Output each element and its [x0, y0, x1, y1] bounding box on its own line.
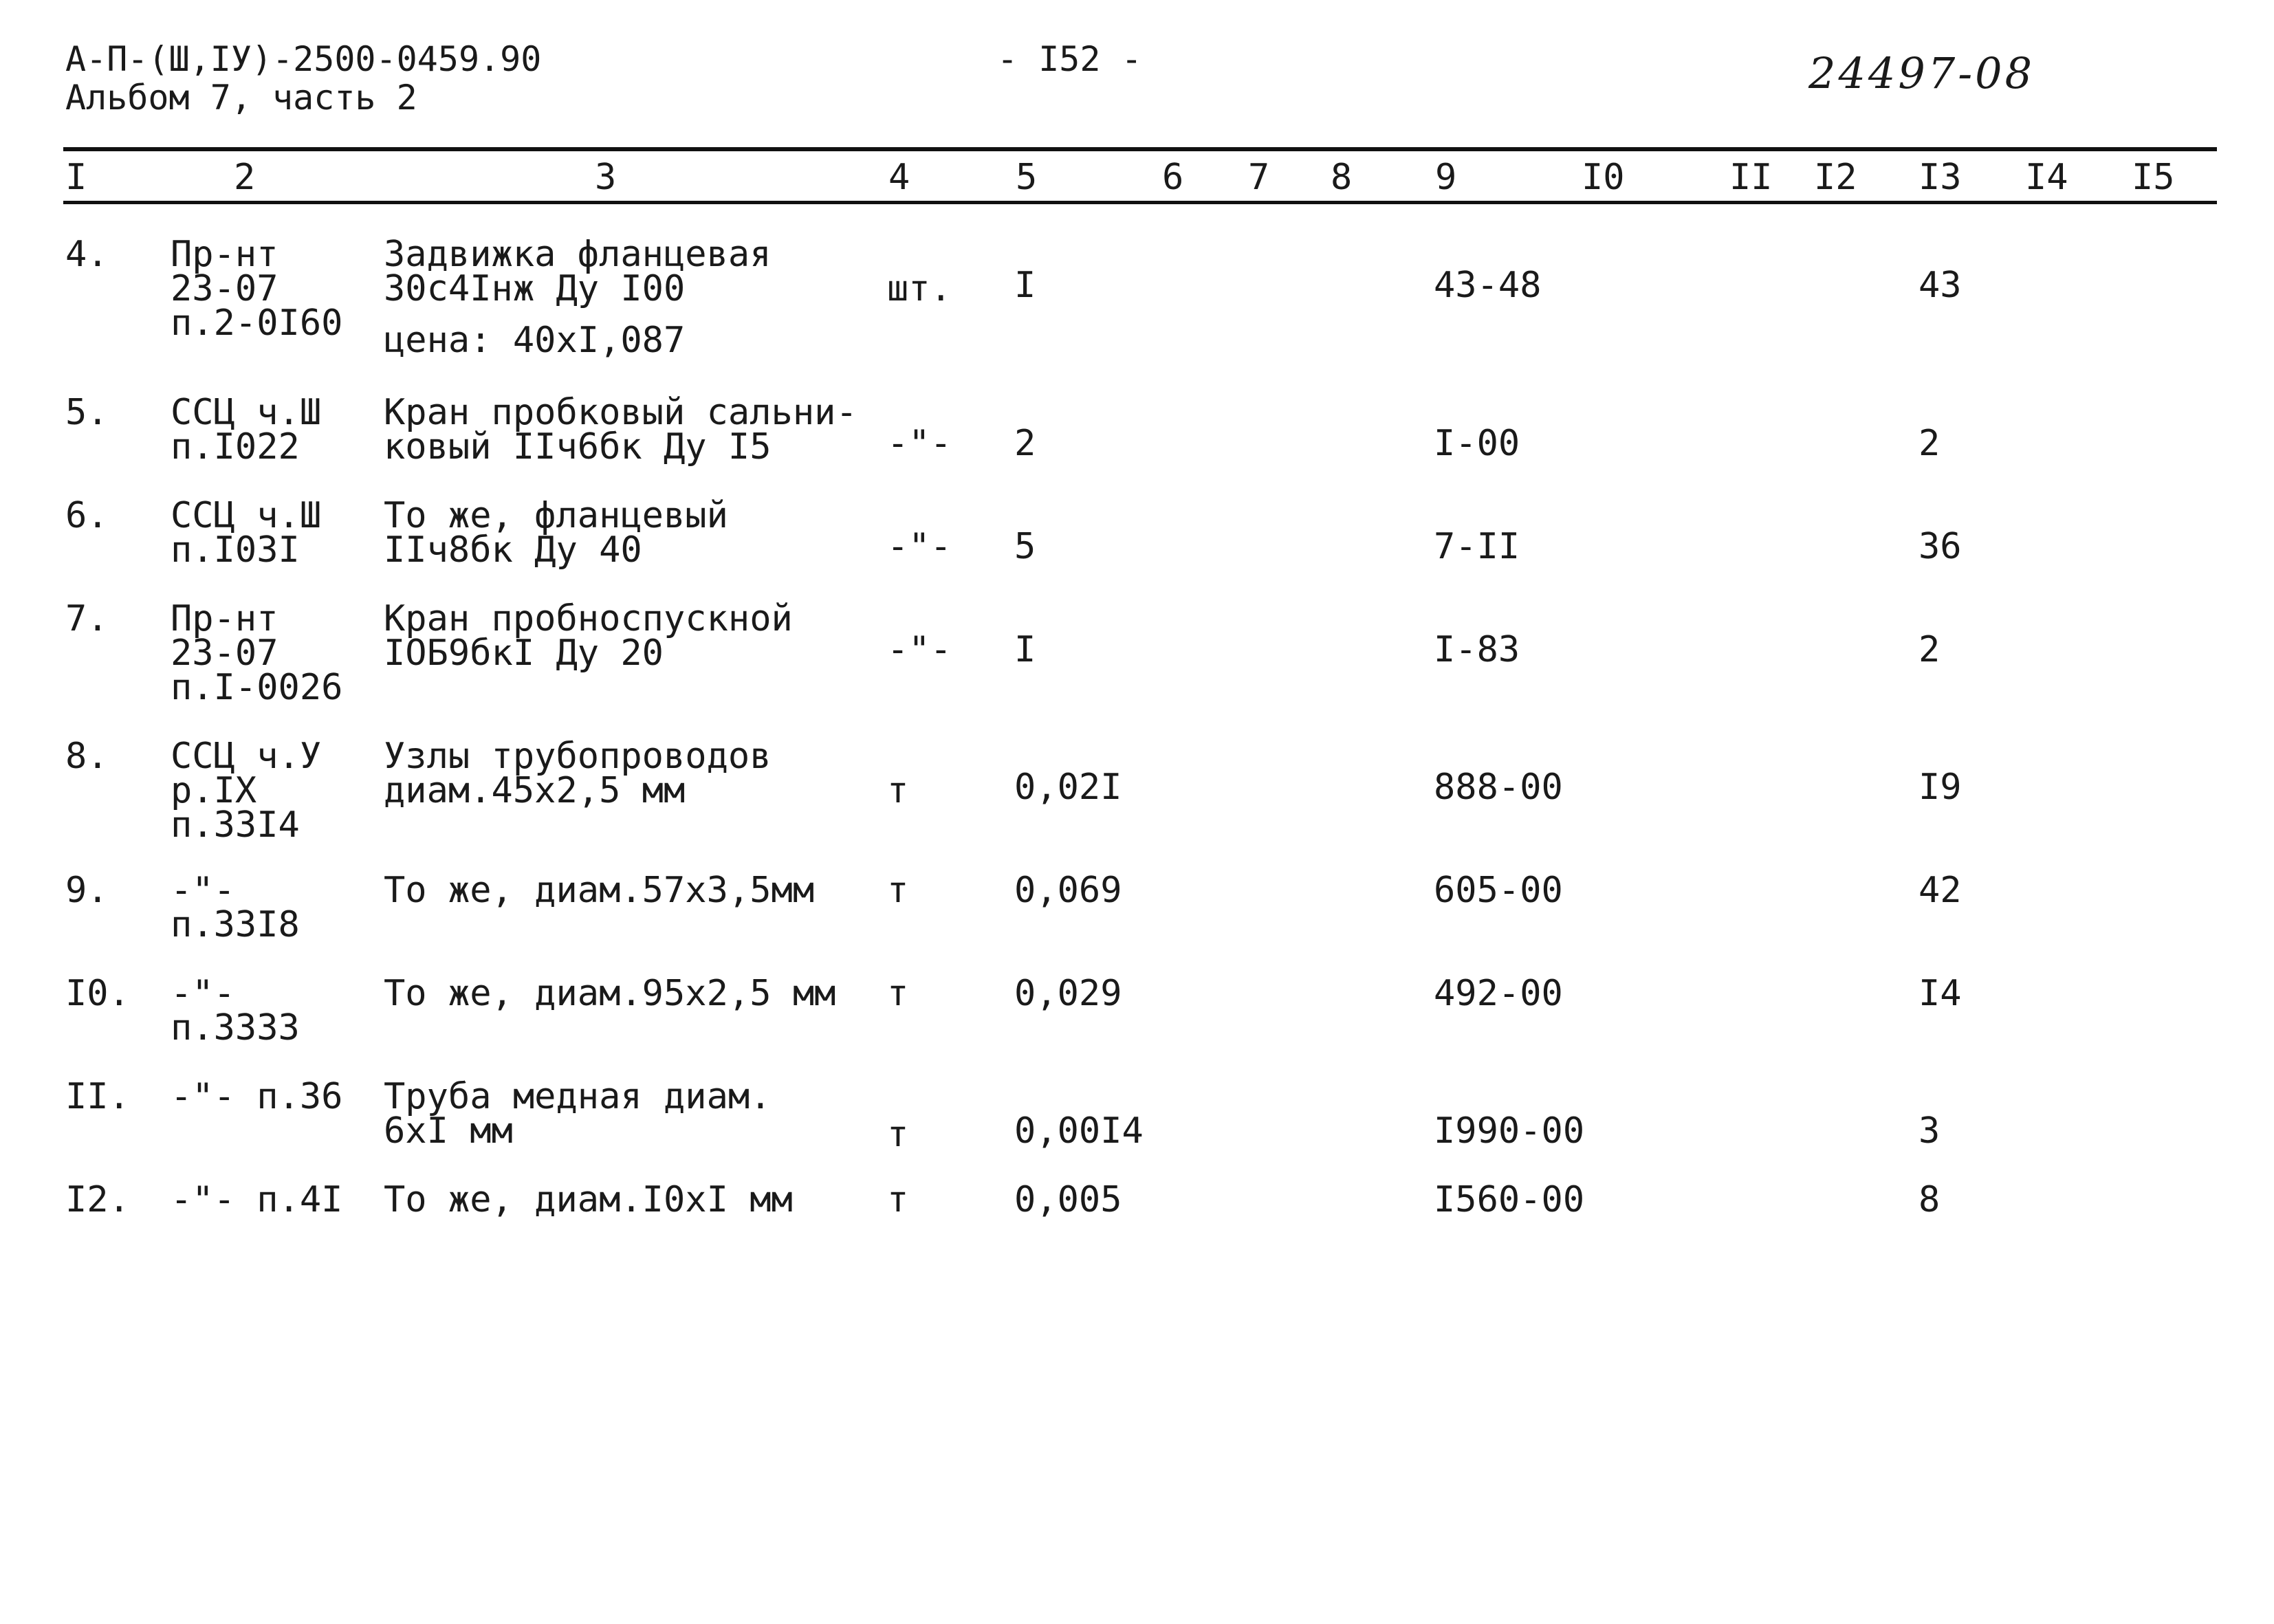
source-line: п.3333: [171, 1007, 300, 1049]
item-name-line: Задвижка фланцевая: [384, 234, 772, 275]
column-number: I0: [1582, 157, 1625, 198]
source-line: ССЦ ч.Ш: [171, 392, 322, 433]
item-name-line: Кран пробноспускной: [384, 598, 793, 639]
column-number: 5: [1016, 157, 1038, 198]
item-name-line: Кран пробковый сальни-: [384, 392, 857, 433]
column-number: I3: [1918, 157, 1962, 198]
item-name-line: ковый IIч6бк Ду I5: [384, 426, 772, 468]
total: 36: [1918, 526, 1962, 567]
unit: шт.: [887, 268, 952, 309]
row-number: 8.: [65, 736, 109, 777]
source-reference: [171, 234, 343, 344]
unit-price: I-00: [1434, 423, 1520, 464]
source-line: ССЦ ч.У: [171, 736, 322, 777]
source-reference: [171, 870, 300, 945]
item-name-line: IОБ9бкI Ду 20: [384, 633, 664, 674]
document-code-line-1: А-П-(Ш,IУ)-2500-0459.90: [65, 39, 542, 79]
source-reference: [171, 1076, 343, 1117]
source-line: п.I03I: [171, 529, 300, 571]
quantity: I: [1014, 629, 1036, 670]
source-reference: [171, 392, 322, 468]
column-number: I4: [2025, 157, 2068, 198]
unit-price: I-83: [1434, 629, 1520, 670]
source-reference: [171, 1179, 343, 1220]
source-reference: [171, 598, 343, 708]
source-line: -"-: [171, 973, 235, 1014]
quantity: 0,00I4: [1014, 1110, 1144, 1152]
unit: т: [887, 973, 909, 1014]
total: I4: [1918, 973, 1962, 1014]
total: 3: [1918, 1110, 1940, 1152]
column-number: I5: [2132, 157, 2175, 198]
unit: -"-: [887, 423, 952, 464]
source-line: р.IХ: [171, 770, 257, 811]
handwritten-number: 24497-08: [1808, 48, 2035, 98]
total: 2: [1918, 629, 1940, 670]
item-name-line: То же, диам.95х2,5 мм: [384, 973, 836, 1014]
unit-price: I560-00: [1434, 1179, 1585, 1220]
unit-price: 888-00: [1434, 767, 1563, 808]
unit: т: [887, 770, 909, 811]
quantity: 2: [1014, 423, 1036, 464]
unit-price: 605-00: [1434, 870, 1563, 911]
unit-price: 43-48: [1434, 265, 1542, 306]
item-name-line: То же, фланцевый: [384, 495, 728, 536]
item-name-line: Узлы трубопроводов: [384, 736, 772, 777]
row-number: 9.: [65, 870, 109, 911]
unit: т: [887, 870, 909, 911]
quantity: 0,069: [1014, 870, 1122, 911]
item-name: [384, 392, 857, 468]
item-name: [384, 495, 728, 571]
item-name: [384, 598, 793, 674]
row-number: 6.: [65, 495, 109, 536]
quantity: 0,005: [1014, 1179, 1122, 1220]
unit-price: I990-00: [1434, 1110, 1585, 1152]
column-number: II: [1729, 157, 1773, 198]
source-line: п.I022: [171, 426, 300, 468]
quantity: 5: [1014, 526, 1036, 567]
table-top-rule: [63, 147, 2217, 151]
row-number: II.: [65, 1076, 130, 1117]
total: 2: [1918, 423, 1940, 464]
item-name: [384, 1076, 772, 1152]
source-reference: [171, 495, 322, 571]
unit: -"-: [887, 526, 952, 567]
column-number: I: [65, 157, 87, 198]
row-number: 4.: [65, 234, 109, 275]
source-reference: [171, 973, 300, 1049]
total: I9: [1918, 767, 1962, 808]
quantity: I: [1014, 265, 1036, 306]
document-code: [65, 40, 541, 117]
item-name-line: То же, диам.57х3,5мм: [384, 870, 815, 911]
source-line: Пр-нт: [171, 598, 278, 639]
item-name: [384, 234, 772, 361]
unit-price: 7-II: [1434, 526, 1520, 567]
item-name-line: 6хI мм: [384, 1110, 513, 1152]
source-line: п.2-0I60: [171, 303, 343, 344]
unit-price: 492-00: [1434, 973, 1563, 1014]
total: 8: [1918, 1179, 1940, 1220]
quantity: 0,02I: [1014, 767, 1122, 808]
source-reference: [171, 736, 322, 846]
column-number: I2: [1814, 157, 1857, 198]
item-name-line: диам.45х2,5 мм: [384, 770, 686, 811]
item-name-line: IIч8бк Ду 40: [384, 529, 642, 571]
column-number: 7: [1248, 157, 1270, 198]
column-number: 6: [1162, 157, 1184, 198]
item-name: [384, 1179, 793, 1220]
row-number: I0.: [65, 973, 130, 1014]
item-name: [384, 973, 836, 1014]
source-line: -"- п.36: [171, 1076, 343, 1117]
item-name-line: Труба медная диам.: [384, 1076, 772, 1117]
source-line: Пр-нт: [171, 234, 278, 275]
row-number: 7.: [65, 598, 109, 639]
column-number: 4: [888, 157, 910, 198]
item-name-line: цена: 40хI,087: [384, 320, 686, 361]
document-code-line-2: Альбом 7, часть 2: [65, 78, 417, 118]
column-number: 9: [1435, 157, 1457, 198]
source-line: п.I-0026: [171, 667, 343, 708]
total: 42: [1918, 870, 1962, 911]
source-line: -"- п.4I: [171, 1179, 343, 1220]
row-number: I2.: [65, 1179, 130, 1220]
item-name-line: 30с4Iнж Ду I00: [384, 268, 686, 309]
source-line: ССЦ ч.Ш: [171, 495, 322, 536]
total: 43: [1918, 265, 1962, 306]
column-number: 8: [1331, 157, 1353, 198]
quantity: 0,029: [1014, 973, 1122, 1014]
source-line: -"-: [171, 870, 235, 911]
item-name-line: То же, диам.I0хI мм: [384, 1179, 793, 1220]
unit: т: [887, 1179, 909, 1220]
page-number: - I52 -: [997, 39, 1142, 79]
item-name: [384, 870, 815, 911]
table-header-rule: [63, 201, 2217, 204]
source-line: 23-07: [171, 633, 278, 674]
item-name: [384, 736, 772, 811]
column-number: 2: [234, 157, 256, 198]
unit: т: [887, 1114, 909, 1155]
source-line: п.33I8: [171, 904, 300, 945]
source-line: 23-07: [171, 268, 278, 309]
unit: -"-: [887, 629, 952, 670]
column-number: 3: [595, 157, 617, 198]
row-number: 5.: [65, 392, 109, 433]
source-line: п.33I4: [171, 804, 300, 846]
